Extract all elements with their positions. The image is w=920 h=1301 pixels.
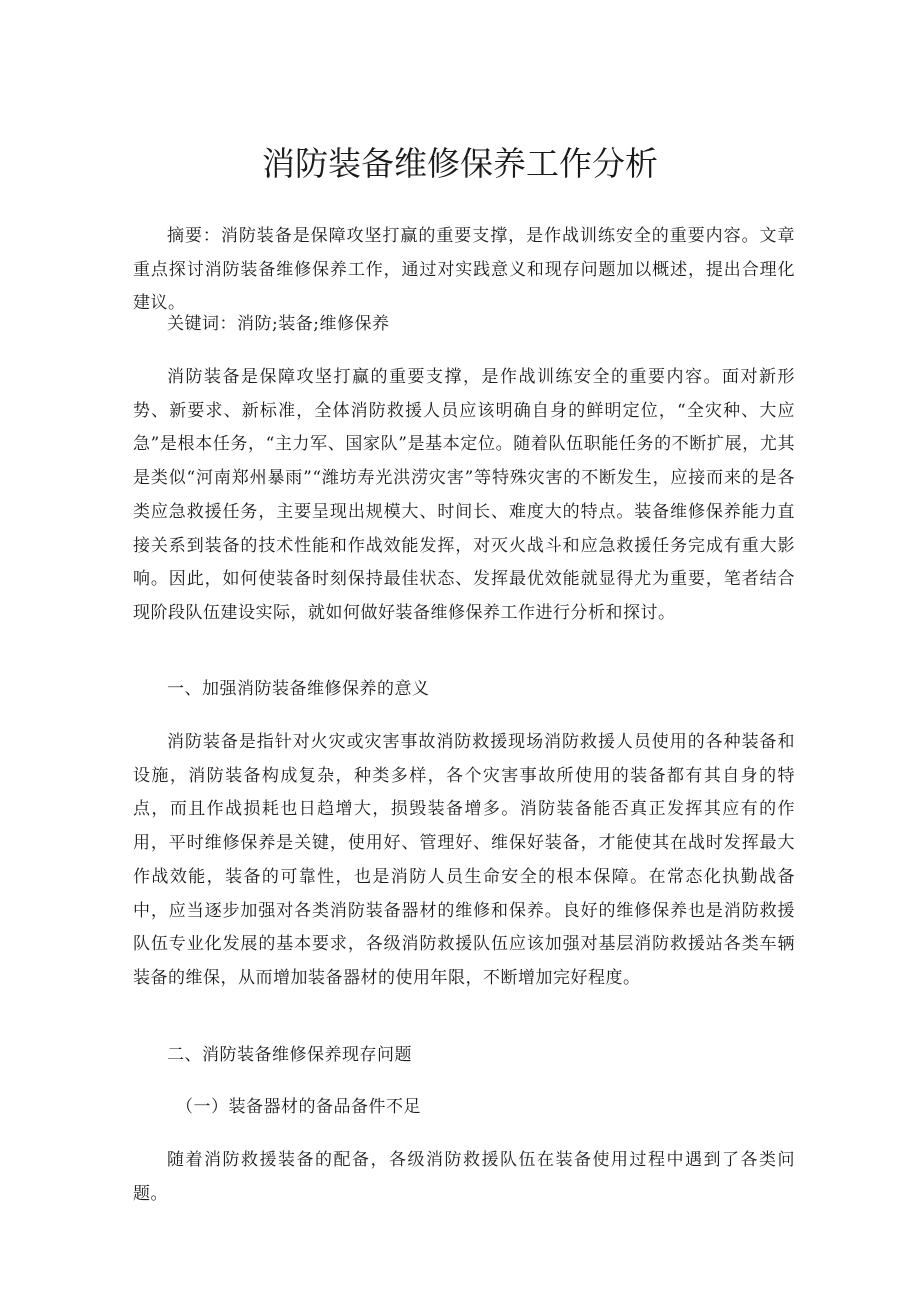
section-2-heading: 二、消防装备维修保养现存问题 <box>167 1045 412 1065</box>
section-1-heading: 一、加强消防装备维修保养的意义 <box>167 679 430 699</box>
section-1-body: 消防装备是指针对火灾或灾害事故消防救援现场消防救援人员使用的各种装备和设施，消防装备构成复杂，种类多样，各个灾害事故所使用的装备都有其自身的特点，而且作战损耗也日趋增大，损毁装备增多。消防装备能否真正发挥其应有的作用，平时维修保养是关键，使用好、管理好、维保好装备，才能使其在战时发挥最大作战效能，装备的可靠性，也是消防人员生命安全的根本保障。在常态化执勤战备中，应当逐步加强对各类消防装备器材的维修和保养。良好的维修保养也是消防救援队伍专业化发展的基本要求，各级消防救援队伍应该加强对基层消防救援站各类车辆装备的维保，从而增加装备器材的使用年限，不断增加完好程度。 <box>133 732 795 988</box>
keywords-line: 关键词：消防;装备;维修保养 <box>167 314 390 334</box>
abstract-paragraph: 摘要：消防装备是保障攻坚打赢的重要支撑，是作战训练安全的重要内容。文章重点探讨消防装备维修保养工作，通过对实践意义和现存问题加以概述，提出合理化建议。 <box>133 226 795 314</box>
document-title: 消防装备维修保养工作分析 <box>262 144 658 183</box>
section-2-sub-1-body: 随着消防救援装备的配备，各级消防救援队伍在装备使用过程中遇到了各类问题。 <box>133 1150 795 1204</box>
section-2-subheading-1: （一）装备器材的备品备件不足 <box>176 1097 421 1117</box>
intro-paragraph: 消防装备是保障攻坚打赢的重要支撑，是作战训练安全的重要内容。面对新形势、新要求、新标准，全体消防救援人员应该明确自身的鲜明定位，“全灾种、大应急”是根本任务，“主力军、国家队”是基本定位。随着队伍职能任务的不断扩展，尤其是类似“河南郑州暴雨”“潍坊寿光洪涝灾害”等特殊灾害的不断发生，应接而来的是各类应急救援任务，主要呈现出规模大、时间长、难度大的特点。装备维修保养能力直接关系到装备的技术性能和作战效能发挥，对灭火战斗和应急救援任务完成有重大影响。因此，如何使装备时刻保持最佳状态、发挥最优效能就显得尤为重要，笔者结合现阶段队伍建设实际，就如何做好装备维修保养工作进行分析和探讨。 <box>133 367 795 623</box>
